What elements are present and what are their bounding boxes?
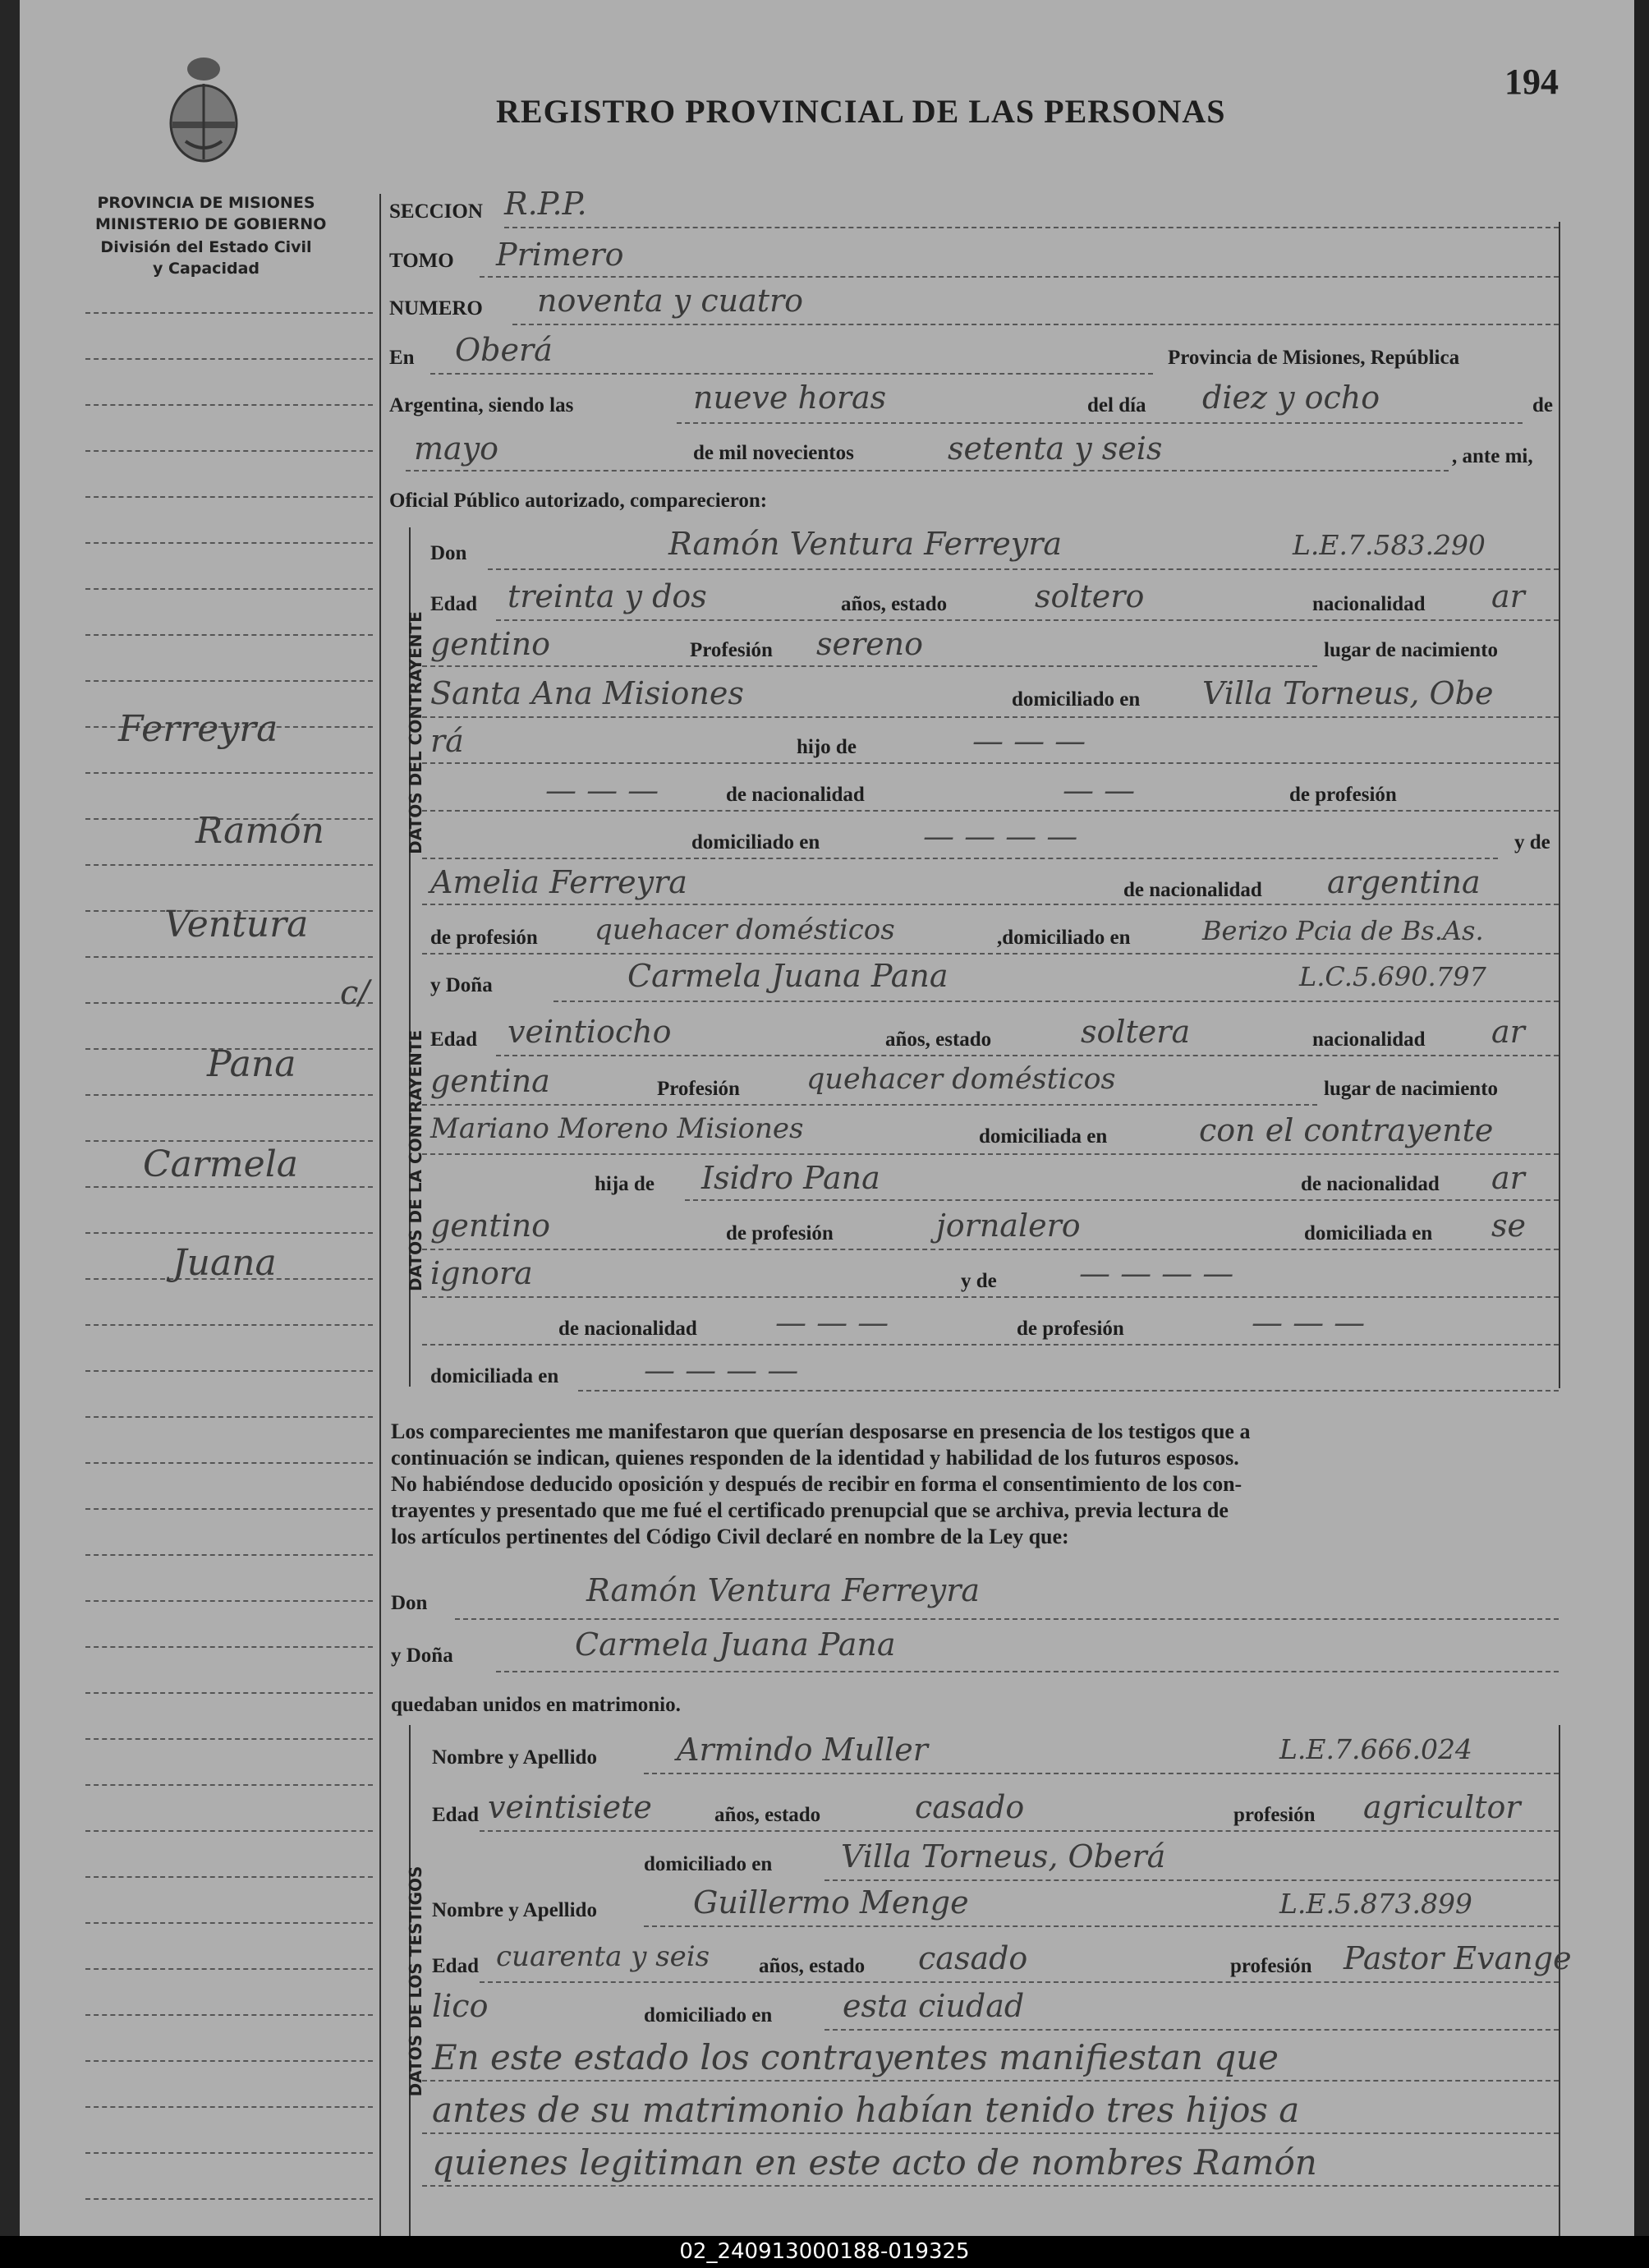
margin-rule bbox=[85, 634, 373, 636]
lugar-value: Santa Ana Misiones bbox=[430, 675, 744, 711]
domicilio-value-b: rá bbox=[430, 723, 464, 759]
margin-note-line-3: Ventura bbox=[164, 904, 309, 945]
note-line-2: antes de su matrimonio habían tenido tres hijos a bbox=[432, 2090, 1300, 2130]
office-line-1: PROVINCIA DE MISIONES bbox=[97, 194, 315, 212]
padre-nac-value-2a: ar bbox=[1491, 1160, 1525, 1196]
padre-prof-label-2: de profesión bbox=[726, 1222, 834, 1244]
nacionalidad-label: nacionalidad bbox=[1312, 593, 1426, 615]
margin-rule bbox=[85, 1370, 373, 1372]
t1-edad-label: Edad bbox=[432, 1804, 479, 1826]
padre-nac-value: — — — bbox=[545, 772, 659, 808]
t2-edad-value: cuarenta y seis bbox=[496, 1940, 710, 1973]
t2-prof-value-a: Pastor Evange bbox=[1344, 1940, 1572, 1976]
t1-document: L.E.7.666.024 bbox=[1279, 1733, 1472, 1765]
office-line-4: y Capacidad bbox=[153, 260, 260, 278]
right-border bbox=[1559, 222, 1560, 1388]
margin-rule bbox=[85, 358, 373, 360]
anio-value: setenta y seis bbox=[948, 430, 1163, 467]
domicilio-value-a: Villa Torneus, Obe bbox=[1202, 675, 1494, 711]
t1-dom-value: Villa Torneus, Oberá bbox=[841, 1838, 1166, 1875]
lugar-value-2: Mariano Moreno Misiones bbox=[430, 1112, 804, 1145]
office-line-2: MINISTERIO DE GOBIERNO bbox=[95, 215, 327, 233]
hijo-value: — — — bbox=[972, 723, 1086, 759]
mes-value: mayo bbox=[414, 430, 499, 467]
margin-rule bbox=[85, 1830, 373, 1832]
margin-rule bbox=[85, 1646, 373, 1648]
binding-edge bbox=[0, 0, 21, 2268]
provincia-text: Provincia de Misiones, República bbox=[1168, 347, 1460, 369]
en-value: Oberá bbox=[455, 332, 553, 368]
nacionalidad-value-2b: gentina bbox=[430, 1063, 550, 1099]
argentina-text: Argentina, siendo las bbox=[389, 394, 574, 416]
profesion-label: Profesión bbox=[690, 639, 773, 661]
margin-rule bbox=[85, 1140, 373, 1142]
contrayente-document: L.E.7.583.290 bbox=[1293, 529, 1486, 561]
madre-name-2: — — — — bbox=[1079, 1255, 1234, 1291]
madre-dom-value-2: — — — — bbox=[644, 1352, 799, 1388]
del-dia-label: del día bbox=[1087, 394, 1146, 416]
footer-bar bbox=[0, 2236, 1649, 2268]
margin-rule bbox=[85, 2106, 373, 2108]
domiciliada-label: domiciliada en bbox=[979, 1125, 1108, 1148]
decl-don-value: Ramón Ventura Ferreyra bbox=[586, 1572, 981, 1608]
estado-value-2: soltera bbox=[1081, 1014, 1191, 1050]
anios-label: años, estado bbox=[841, 593, 948, 615]
padre-nac-label-2: de nacionalidad bbox=[1301, 1173, 1440, 1195]
t2-anios-label: años, estado bbox=[759, 1955, 866, 1977]
margin-rule bbox=[85, 1876, 373, 1878]
t1-anios-label: años, estado bbox=[714, 1804, 821, 1826]
quedaban-text: quedaban unidos en matrimonio. bbox=[391, 1694, 681, 1716]
declaration-line-4: trayentes y presentado que me fué el certificado prenupcial que se archiva, previa lectura de bbox=[391, 1498, 1229, 1522]
seccion-label: SECCION bbox=[389, 200, 483, 223]
mil-label: de mil novecientos bbox=[693, 442, 854, 464]
padre-name-2: Isidro Pana bbox=[701, 1160, 880, 1196]
edad-value-2: veintiocho bbox=[508, 1014, 672, 1050]
nacionalidad-label-2: nacionalidad bbox=[1312, 1028, 1426, 1051]
margin-rule bbox=[85, 1508, 373, 1510]
oficial-text: Oficial Público autorizado, comparecieron: bbox=[389, 490, 768, 512]
margin-rule bbox=[85, 1692, 373, 1694]
tomo-value: Primero bbox=[496, 237, 624, 273]
padre-prof-value: — — bbox=[1063, 772, 1136, 808]
nacionalidad-value-a: ar bbox=[1491, 578, 1525, 614]
margin-rule bbox=[85, 2014, 373, 2016]
margin-rule bbox=[85, 496, 373, 498]
page-title: REGISTRO PROVINCIAL DE LAS PERSONAS bbox=[496, 93, 1226, 130]
madre-prof-label: de profesión bbox=[430, 927, 538, 949]
en-label: En bbox=[389, 347, 415, 369]
margin-note-line-4: c/ bbox=[340, 974, 370, 1012]
t1-edad-value: veintisiete bbox=[488, 1789, 652, 1825]
margin-rule bbox=[85, 680, 373, 682]
edad-value: treinta y dos bbox=[508, 578, 707, 614]
margin-rule bbox=[85, 772, 373, 774]
t2-estado-value: casado bbox=[918, 1940, 1028, 1976]
seccion-value: R.P.P. bbox=[504, 186, 587, 222]
declaration-line-1: Los comparecientes me manifestaron que querían desposarse en presencia de los testigos que a bbox=[391, 1419, 1251, 1443]
decl-don-label: Don bbox=[391, 1592, 428, 1614]
margin-rule bbox=[85, 1784, 373, 1786]
margin-rule bbox=[85, 1462, 373, 1464]
lugar-label: lugar de nacimiento bbox=[1324, 639, 1499, 661]
padre-dom-value: — — — — bbox=[923, 818, 1078, 854]
madre-prof-value: quehacer domésticos bbox=[595, 913, 895, 946]
y-de-label: y de bbox=[1514, 831, 1550, 853]
madre-dom-label-2: domiciliada en bbox=[430, 1365, 559, 1387]
margin-rule bbox=[85, 1416, 373, 1418]
de-label: de bbox=[1532, 394, 1553, 416]
padre-nac-label: de nacionalidad bbox=[726, 784, 865, 806]
estado-value: soltero bbox=[1035, 578, 1145, 614]
margin-rule bbox=[85, 1186, 373, 1188]
tomo-label: TOMO bbox=[389, 250, 454, 272]
t2-prof-value-b: lico bbox=[432, 1988, 489, 2024]
hijo-label: hijo de bbox=[797, 736, 857, 758]
madre-nac-label-2: de nacionalidad bbox=[558, 1318, 697, 1340]
padre-nac-value-2b: gentino bbox=[430, 1208, 551, 1244]
declaration-line-2: continuación se indican, quienes responden de la identidad y habilidad de los futuros esposos. bbox=[391, 1446, 1239, 1470]
t2-label: Nombre y Apellido bbox=[432, 1899, 597, 1921]
profesion-label-2: Profesión bbox=[657, 1078, 740, 1100]
margin-rule bbox=[85, 404, 373, 406]
madre-nac-value: argentina bbox=[1327, 864, 1481, 900]
anios-label-2: años, estado bbox=[885, 1028, 992, 1051]
t1-estado-value: casado bbox=[915, 1789, 1025, 1825]
contrayenta-name: Carmela Juana Pana bbox=[627, 958, 949, 994]
margin-rule bbox=[85, 1600, 373, 1602]
t2-name: Guillermo Menge bbox=[693, 1884, 969, 1921]
margin-rule bbox=[85, 1554, 373, 1556]
declaration-line-3: No habiéndose deducido oposición y después de recibir en forma el consentimiento de los con- bbox=[391, 1472, 1242, 1496]
domicilio-value-2: con el contrayente bbox=[1199, 1112, 1494, 1148]
decl-dona-value: Carmela Juana Pana bbox=[575, 1626, 896, 1663]
margin-rule bbox=[85, 312, 373, 314]
nacionalidad-value-b: gentino bbox=[430, 626, 551, 662]
t2-dom-value: esta ciudad bbox=[843, 1988, 1025, 2024]
padre-dom-value-2b: ignora bbox=[430, 1255, 533, 1291]
declaration-line-5: los artículos pertinentes del Código Civil declaré en nombre de la Ley que: bbox=[391, 1525, 1069, 1548]
madre-prof-label-2: de profesión bbox=[1017, 1318, 1124, 1340]
padre-dom-label-2: domiciliada en bbox=[1304, 1222, 1433, 1244]
padre-dom-value-2a: se bbox=[1491, 1208, 1526, 1244]
madre-dom-value: Berizo Pcia de Bs.As. bbox=[1202, 915, 1484, 946]
margin-note-line-5: Pana bbox=[207, 1043, 296, 1085]
t1-label: Nombre y Apellido bbox=[432, 1746, 597, 1769]
numero-value: noventa y cuatro bbox=[537, 283, 804, 319]
madre-dom-label: ,domiciliado en bbox=[997, 927, 1131, 949]
margin-rule bbox=[85, 956, 373, 958]
margin-rule bbox=[85, 1922, 373, 1924]
don-label: Don bbox=[430, 542, 467, 564]
t2-document: L.E.5.873.899 bbox=[1279, 1888, 1472, 1920]
madre-prof-value-2: — — — bbox=[1252, 1304, 1366, 1341]
padre-prof-value-2: jornalero bbox=[936, 1208, 1081, 1244]
margin-rule bbox=[85, 1968, 373, 1970]
ante-mi-label: , ante mi, bbox=[1452, 445, 1533, 467]
dia-value: diez y ocho bbox=[1202, 380, 1380, 416]
office-line-3: División del Estado Civil bbox=[100, 238, 312, 256]
profesion-value: sereno bbox=[816, 626, 923, 662]
register-page bbox=[20, 0, 1634, 2268]
decl-dona-label: y Doña bbox=[391, 1645, 453, 1667]
hija-label: hija de bbox=[595, 1173, 655, 1195]
margin-rule bbox=[85, 2060, 373, 2062]
margin-rule bbox=[85, 450, 373, 452]
numero-label: NUMERO bbox=[389, 297, 483, 320]
margin-rule bbox=[85, 1094, 373, 1096]
t1-prof-label: profesión bbox=[1233, 1804, 1316, 1826]
hora-value: nueve horas bbox=[693, 380, 887, 416]
madre-nac-label: de nacionalidad bbox=[1123, 879, 1262, 901]
madre-nac-value-2: — — — bbox=[775, 1304, 889, 1341]
t2-dom-label: domiciliado en bbox=[644, 2004, 773, 2026]
margin-rule bbox=[85, 2152, 373, 2154]
margin-note-line-6: Carmela bbox=[143, 1143, 298, 1185]
side-label-testigos: DATOS DE LOS TESTIGOS bbox=[406, 1865, 425, 2097]
t2-prof-label: profesión bbox=[1230, 1955, 1312, 1977]
note-line-1: En este estado los contrayentes manifiestan que bbox=[432, 2037, 1279, 2077]
contrayente-name: Ramón Ventura Ferreyra bbox=[668, 526, 1063, 562]
column-border bbox=[379, 194, 381, 2236]
contrayenta-document: L.C.5.690.797 bbox=[1299, 961, 1486, 992]
footer-image-id: 02_240913000188-019325 bbox=[679, 2239, 970, 2264]
margin-rule bbox=[85, 2198, 373, 2200]
margin-rule bbox=[85, 864, 373, 866]
margin-note-line-2: Ramón bbox=[195, 810, 324, 852]
lugar-label-2: lugar de nacimiento bbox=[1324, 1078, 1499, 1100]
margin-rule bbox=[85, 1738, 373, 1740]
note-line-3: quienes legitiman en este acto de nombres Ramón bbox=[432, 2142, 1317, 2183]
right-border bbox=[1559, 1725, 1560, 2236]
padre-dom-label: domiciliado en bbox=[691, 831, 820, 853]
margin-rule bbox=[85, 588, 373, 590]
padre-prof-label: de profesión bbox=[1289, 784, 1397, 806]
nacionalidad-value-2a: ar bbox=[1491, 1014, 1525, 1050]
coat-of-arms-icon bbox=[161, 51, 246, 166]
side-label-contrayente-female: DATOS DE LA CONTRAYENTE bbox=[406, 1029, 425, 1291]
y-de-label-2: y de bbox=[961, 1270, 997, 1292]
t1-prof-value: agricultor bbox=[1363, 1789, 1521, 1825]
margin-rule bbox=[85, 1324, 373, 1326]
t1-dom-label: domiciliado en bbox=[644, 1853, 773, 1875]
margin-rule bbox=[85, 1232, 373, 1234]
t2-edad-label: Edad bbox=[432, 1955, 479, 1977]
margin-rule bbox=[85, 542, 373, 544]
profesion-value-2: quehacer domésticos bbox=[806, 1063, 1116, 1096]
dona-label: y Doña bbox=[430, 974, 493, 996]
side-label-contrayente: DATOS DEL CONTRAYENTE bbox=[406, 611, 425, 854]
margin-note-line-7: Juana bbox=[172, 1242, 277, 1284]
edad-label: Edad bbox=[430, 593, 477, 615]
edad-label-2: Edad bbox=[430, 1028, 477, 1051]
margin-note-line-1: Ferreyra bbox=[118, 708, 278, 750]
domiciliado-label: domiciliado en bbox=[1012, 688, 1141, 711]
madre-name: Amelia Ferreyra bbox=[430, 864, 687, 900]
t1-name: Armindo Muller bbox=[677, 1732, 928, 1768]
page-number: 194 bbox=[1504, 62, 1559, 102]
margin-rule bbox=[85, 1002, 373, 1004]
